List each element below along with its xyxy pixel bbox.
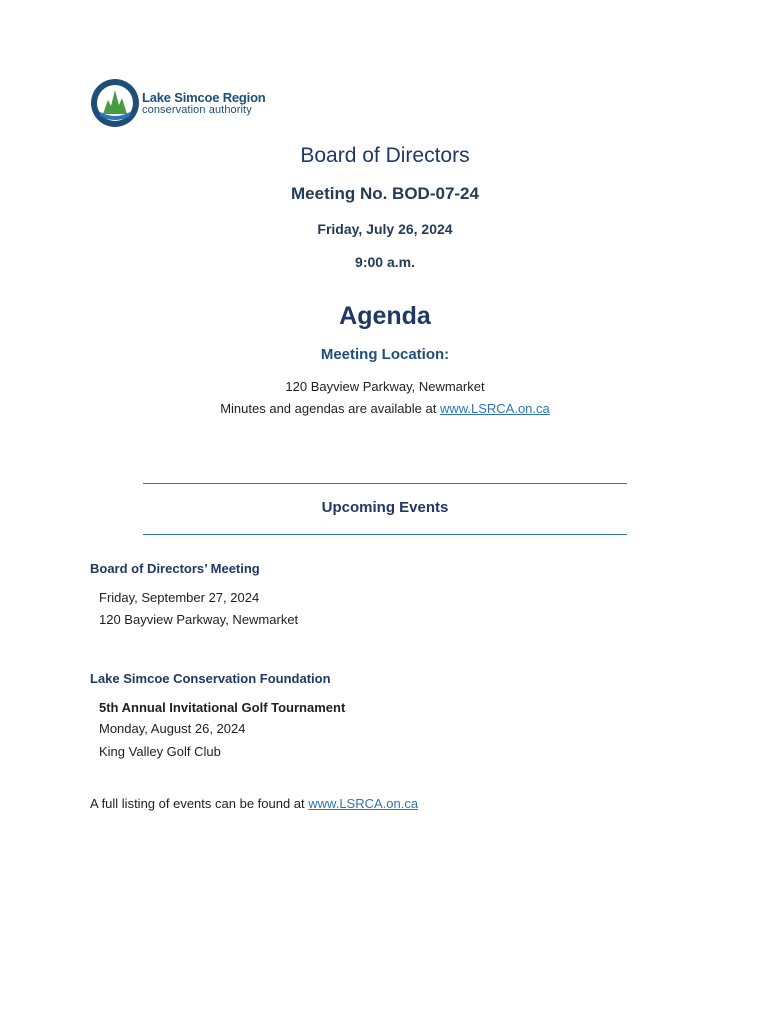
meeting-address: 120 Bayview Parkway, Newmarket [285, 379, 485, 394]
meeting-date: Friday, July 26, 2024 [317, 221, 453, 237]
events-listing-note [90, 796, 418, 811]
minutes-availability [0, 401, 770, 416]
event-heading: Lake Simcoe Conservation Foundation [90, 671, 331, 686]
events-listing-text: A full listing of events can be found at [90, 796, 309, 811]
lsrca-logo [90, 78, 266, 128]
upcoming-events-title: Upcoming Events [321, 499, 449, 516]
agenda-title: Agenda [339, 302, 431, 330]
meeting-number: Meeting No. BOD-07-24 [291, 184, 479, 203]
logo-name: Lake Simcoe Region [142, 89, 266, 105]
event-location: 120 Bayview Parkway, Newmarket [99, 612, 299, 627]
event-subheading: 5th Annual Invitational Golf Tournament [99, 700, 346, 715]
meeting-location-label: Meeting Location: [320, 346, 450, 363]
event-heading: Board of Directors’ Meeting [90, 561, 260, 576]
lsrca-website-link[interactable]: www.LSRCA.on.ca [439, 401, 550, 416]
lsrca-emblem-icon [90, 78, 140, 128]
logo-subtitle: conservation authority [142, 103, 252, 116]
event-location: King Valley Golf Club [99, 744, 221, 759]
event-date: Friday, September 27, 2024 [99, 590, 260, 605]
meeting-time: 9:00 a.m. [355, 254, 415, 270]
events-rule-bottom [143, 534, 627, 535]
board-title: Board of Directors [300, 144, 470, 167]
events-website-link[interactable]: www.LSRCA.on.ca [308, 796, 419, 811]
event-date: Monday, August 26, 2024 [99, 721, 246, 736]
events-rule-top [143, 483, 627, 484]
minutes-text: Minutes and agendas are available at [220, 401, 440, 416]
